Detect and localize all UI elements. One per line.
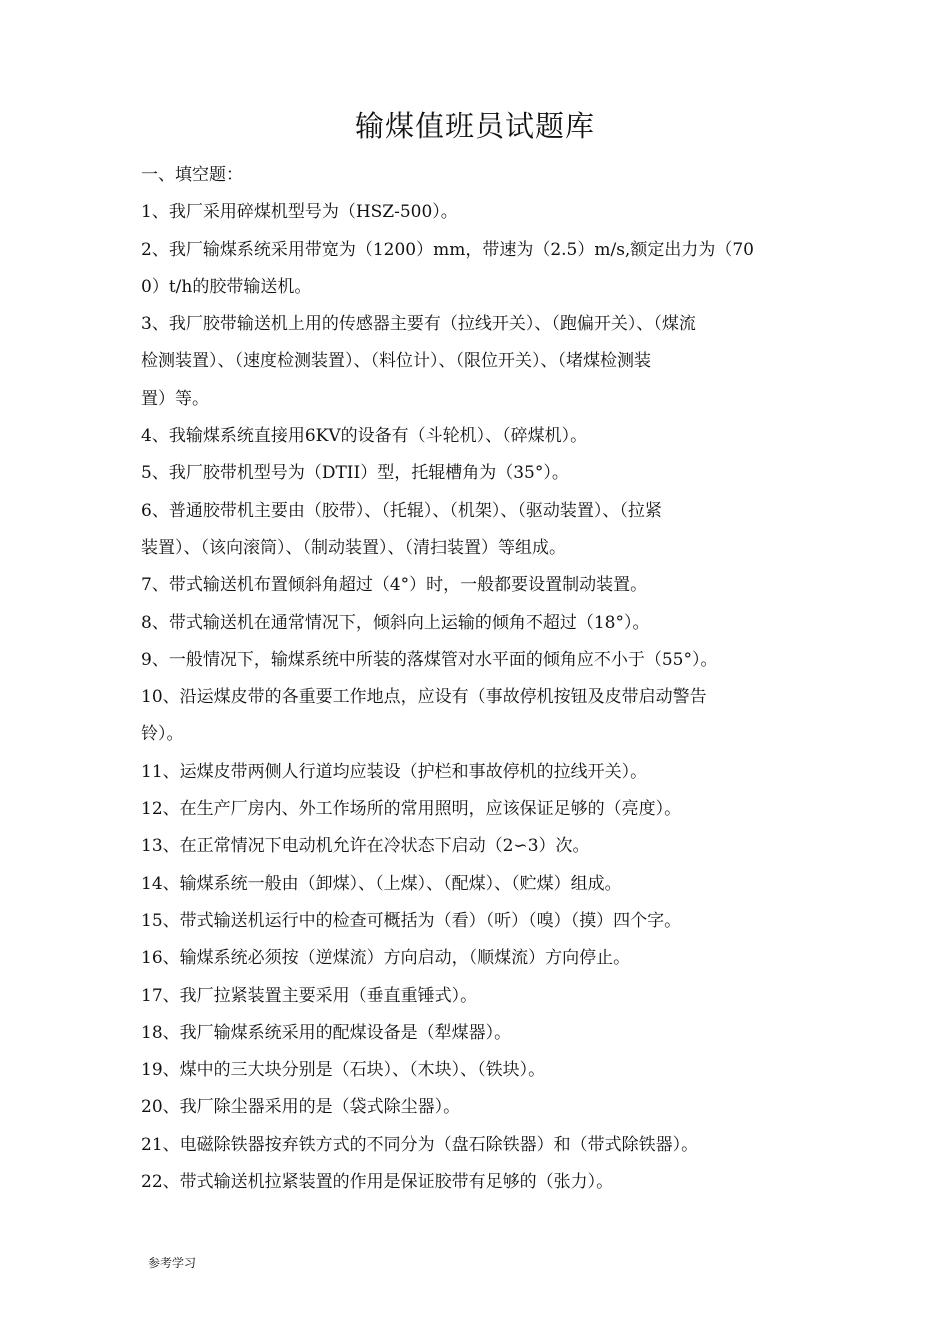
question-line: 16、输煤系统必须按（逆煤流）方向启动，（顺煤流）方向停止。 bbox=[141, 948, 631, 969]
question-line: 22、带式输送机拉紧装置的作用是保证胶带有足够的（张力）。 bbox=[141, 1172, 614, 1193]
section-heading: 一、填空题： bbox=[141, 165, 243, 185]
footer-note: 参考学习 bbox=[148, 1256, 197, 1270]
question-line: 11、运煤皮带两侧人行道均应装设（护栏和事故停机的拉线开关）。 bbox=[141, 761, 648, 782]
question-line: 1、我厂采用碎煤机型号为（HSZ-500）。 bbox=[141, 202, 458, 223]
question-line: 17、我厂拉紧装置主要采用（垂直重锤式）。 bbox=[141, 985, 478, 1006]
question-line: 21、电磁除铁器按弃铁方式的不同分为（盘石除铁器）和（带式除铁器）。 bbox=[141, 1134, 699, 1155]
question-line: 12、在生产厂房内、外工作场所的常用照明，应该保证足够的（亮度）。 bbox=[141, 799, 682, 820]
question-line: 4、我输煤系统直接用6KV的设备有（斗轮机）、（碎煤机）。 bbox=[141, 426, 588, 447]
question-line: 8、带式输送机在通常情况下，倾斜向上运输的倾角不超过（18°）。 bbox=[141, 612, 650, 633]
question-line: 0）t/h的胶带输送机。 bbox=[141, 276, 312, 297]
question-line: 20、我厂除尘器采用的是（袋式除尘器）。 bbox=[141, 1097, 461, 1118]
question-line: 6、普通胶带机主要由（胶带）、（托辊）、（机架）、（驱动装置）、（拉紧 bbox=[141, 500, 662, 521]
question-line: 2、我厂输煤系统采用带宽为（1200）mm，带速为（2.5）m/s,额定出力为（70 bbox=[141, 239, 754, 260]
question-line: 铃）。 bbox=[141, 724, 184, 745]
question-line: 装置）、（该向滚筒）、（制动装置）、（清扫装置）等组成。 bbox=[141, 537, 566, 558]
question-line: 19、煤中的三大块分别是（石块）、（木块）、（铁块）。 bbox=[141, 1060, 546, 1081]
document-title: 输煤值班员试题库 bbox=[354, 109, 595, 143]
question-line: 10、沿运煤皮带的各重要工作地点，应设有（事故停机按钮及皮带启动警告 bbox=[141, 687, 707, 708]
question-line: 15、带式输送机运行中的检查可概括为（看）（听）（嗅）（摸）四个字。 bbox=[141, 910, 682, 931]
question-line: 9、一般情况下，输煤系统中所装的落煤管对水平面的倾角应不小于（55°）。 bbox=[141, 649, 718, 670]
question-line: 置）等。 bbox=[141, 388, 209, 409]
question-line: 检测装置）、（速度检测装置）、（料位计）、（限位开关）、（堵煤检测装 bbox=[141, 351, 651, 372]
question-line: 13、在正常情况下电动机允许在冷状态下启动（2∽3）次。 bbox=[141, 836, 590, 857]
question-line: 18、我厂输煤系统采用的配煤设备是（犁煤器）。 bbox=[141, 1022, 512, 1043]
question-line: 14、输煤系统一般由（卸煤）、（上煤）、（配煤）、（贮煤）组成。 bbox=[141, 873, 622, 894]
question-line: 7、带式输送机布置倾斜角超过（4°）时，一般都要设置制动装置。 bbox=[141, 575, 648, 596]
document-body bbox=[141, 157, 805, 1201]
question-line: 3、我厂胶带输送机上用的传感器主要有（拉线开关）、（跑偏开关）、（煤流 bbox=[141, 314, 696, 335]
question-line: 5、我厂胶带机型号为（DTII）型，托辊槽角为（35°）。 bbox=[141, 463, 569, 484]
